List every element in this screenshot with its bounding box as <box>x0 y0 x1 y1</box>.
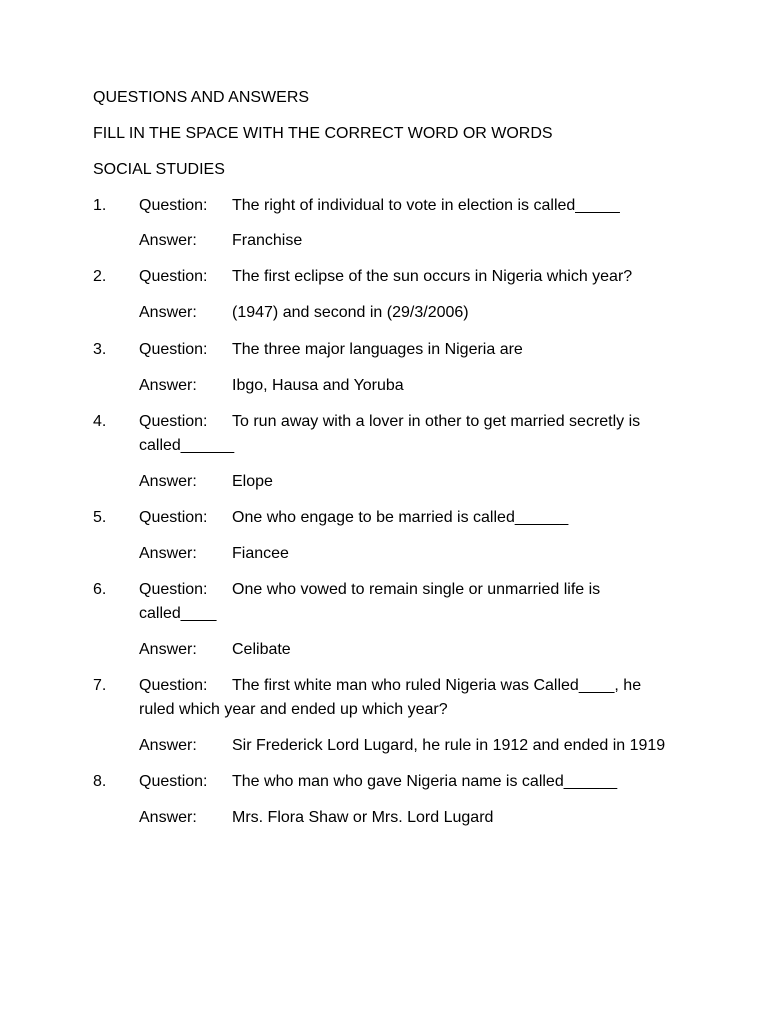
answer-row <box>0 808 768 828</box>
answer-text: Fiancee <box>232 545 289 562</box>
question-text-continuation: called____ <box>139 605 217 622</box>
item-number: 7. <box>93 677 107 694</box>
answer-label: Answer: <box>139 377 197 394</box>
answer-text: Sir Frederick Lord Lugard, he rule in 1912 and ended in 1919 <box>232 737 666 754</box>
question-label: Question: <box>139 773 208 790</box>
question-continuation-row <box>0 436 768 456</box>
item-number: 8. <box>93 773 107 790</box>
question-text: One who engage to be married is called______ <box>232 509 569 526</box>
question-row <box>0 772 768 792</box>
answer-text: (1947) and second in (29/3/2006) <box>232 304 469 321</box>
answer-row <box>0 231 768 251</box>
question-text-continuation: called______ <box>139 437 235 454</box>
answer-row <box>0 376 768 396</box>
answer-row <box>0 303 768 323</box>
answer-text: Ibgo, Hausa and Yoruba <box>232 377 404 394</box>
question-row <box>0 412 768 432</box>
answer-text: Elope <box>232 473 273 490</box>
question-label: Question: <box>139 677 208 694</box>
answer-label: Answer: <box>139 232 197 249</box>
item-number: 2. <box>93 268 107 285</box>
question-label: Question: <box>139 341 208 358</box>
question-text: The first eclipse of the sun occurs in Nigeria which year? <box>232 268 633 285</box>
answer-text: Franchise <box>232 232 303 249</box>
answer-row <box>0 472 768 492</box>
answer-text: Celibate <box>232 641 291 658</box>
subject-heading: SOCIAL STUDIES <box>93 161 225 178</box>
answer-row <box>0 544 768 564</box>
answer-label: Answer: <box>139 304 197 321</box>
question-text: One who vowed to remain single or unmarried life is <box>232 581 601 598</box>
question-row <box>0 676 768 696</box>
document-title: QUESTIONS AND ANSWERS <box>93 89 310 106</box>
answer-label: Answer: <box>139 641 197 658</box>
question-continuation-row <box>0 700 768 720</box>
question-row <box>0 508 768 528</box>
question-label: Question: <box>139 581 208 598</box>
question-row <box>0 196 768 216</box>
question-label: Question: <box>139 197 208 214</box>
question-label: Question: <box>139 509 208 526</box>
item-number: 1. <box>93 197 107 214</box>
question-text: The first white man who ruled Nigeria was Called____, he <box>232 677 642 694</box>
item-number: 4. <box>93 413 107 430</box>
question-row <box>0 580 768 600</box>
instruction-heading: FILL IN THE SPACE WITH THE CORRECT WORD OR WORDS <box>93 125 553 142</box>
question-label: Question: <box>139 268 208 285</box>
question-text: To run away with a lover in other to get married secretly is <box>232 413 641 430</box>
item-number: 3. <box>93 341 107 358</box>
question-continuation-row <box>0 604 768 624</box>
answer-label: Answer: <box>139 473 197 490</box>
answer-text: Mrs. Flora Shaw or Mrs. Lord Lugard <box>232 809 494 826</box>
question-row <box>0 267 768 287</box>
answer-label: Answer: <box>139 809 197 826</box>
question-text-continuation: ruled which year and ended up which year? <box>139 701 448 718</box>
answer-label: Answer: <box>139 737 197 754</box>
answer-row <box>0 736 768 756</box>
item-number: 6. <box>93 581 107 598</box>
answer-label: Answer: <box>139 545 197 562</box>
question-label: Question: <box>139 413 208 430</box>
item-number: 5. <box>93 509 107 526</box>
question-text: The who man who gave Nigeria name is called______ <box>232 773 618 790</box>
answer-row <box>0 640 768 660</box>
question-row <box>0 340 768 360</box>
question-text: The three major languages in Nigeria are <box>232 341 523 358</box>
question-text: The right of individual to vote in election is called_____ <box>232 197 620 214</box>
